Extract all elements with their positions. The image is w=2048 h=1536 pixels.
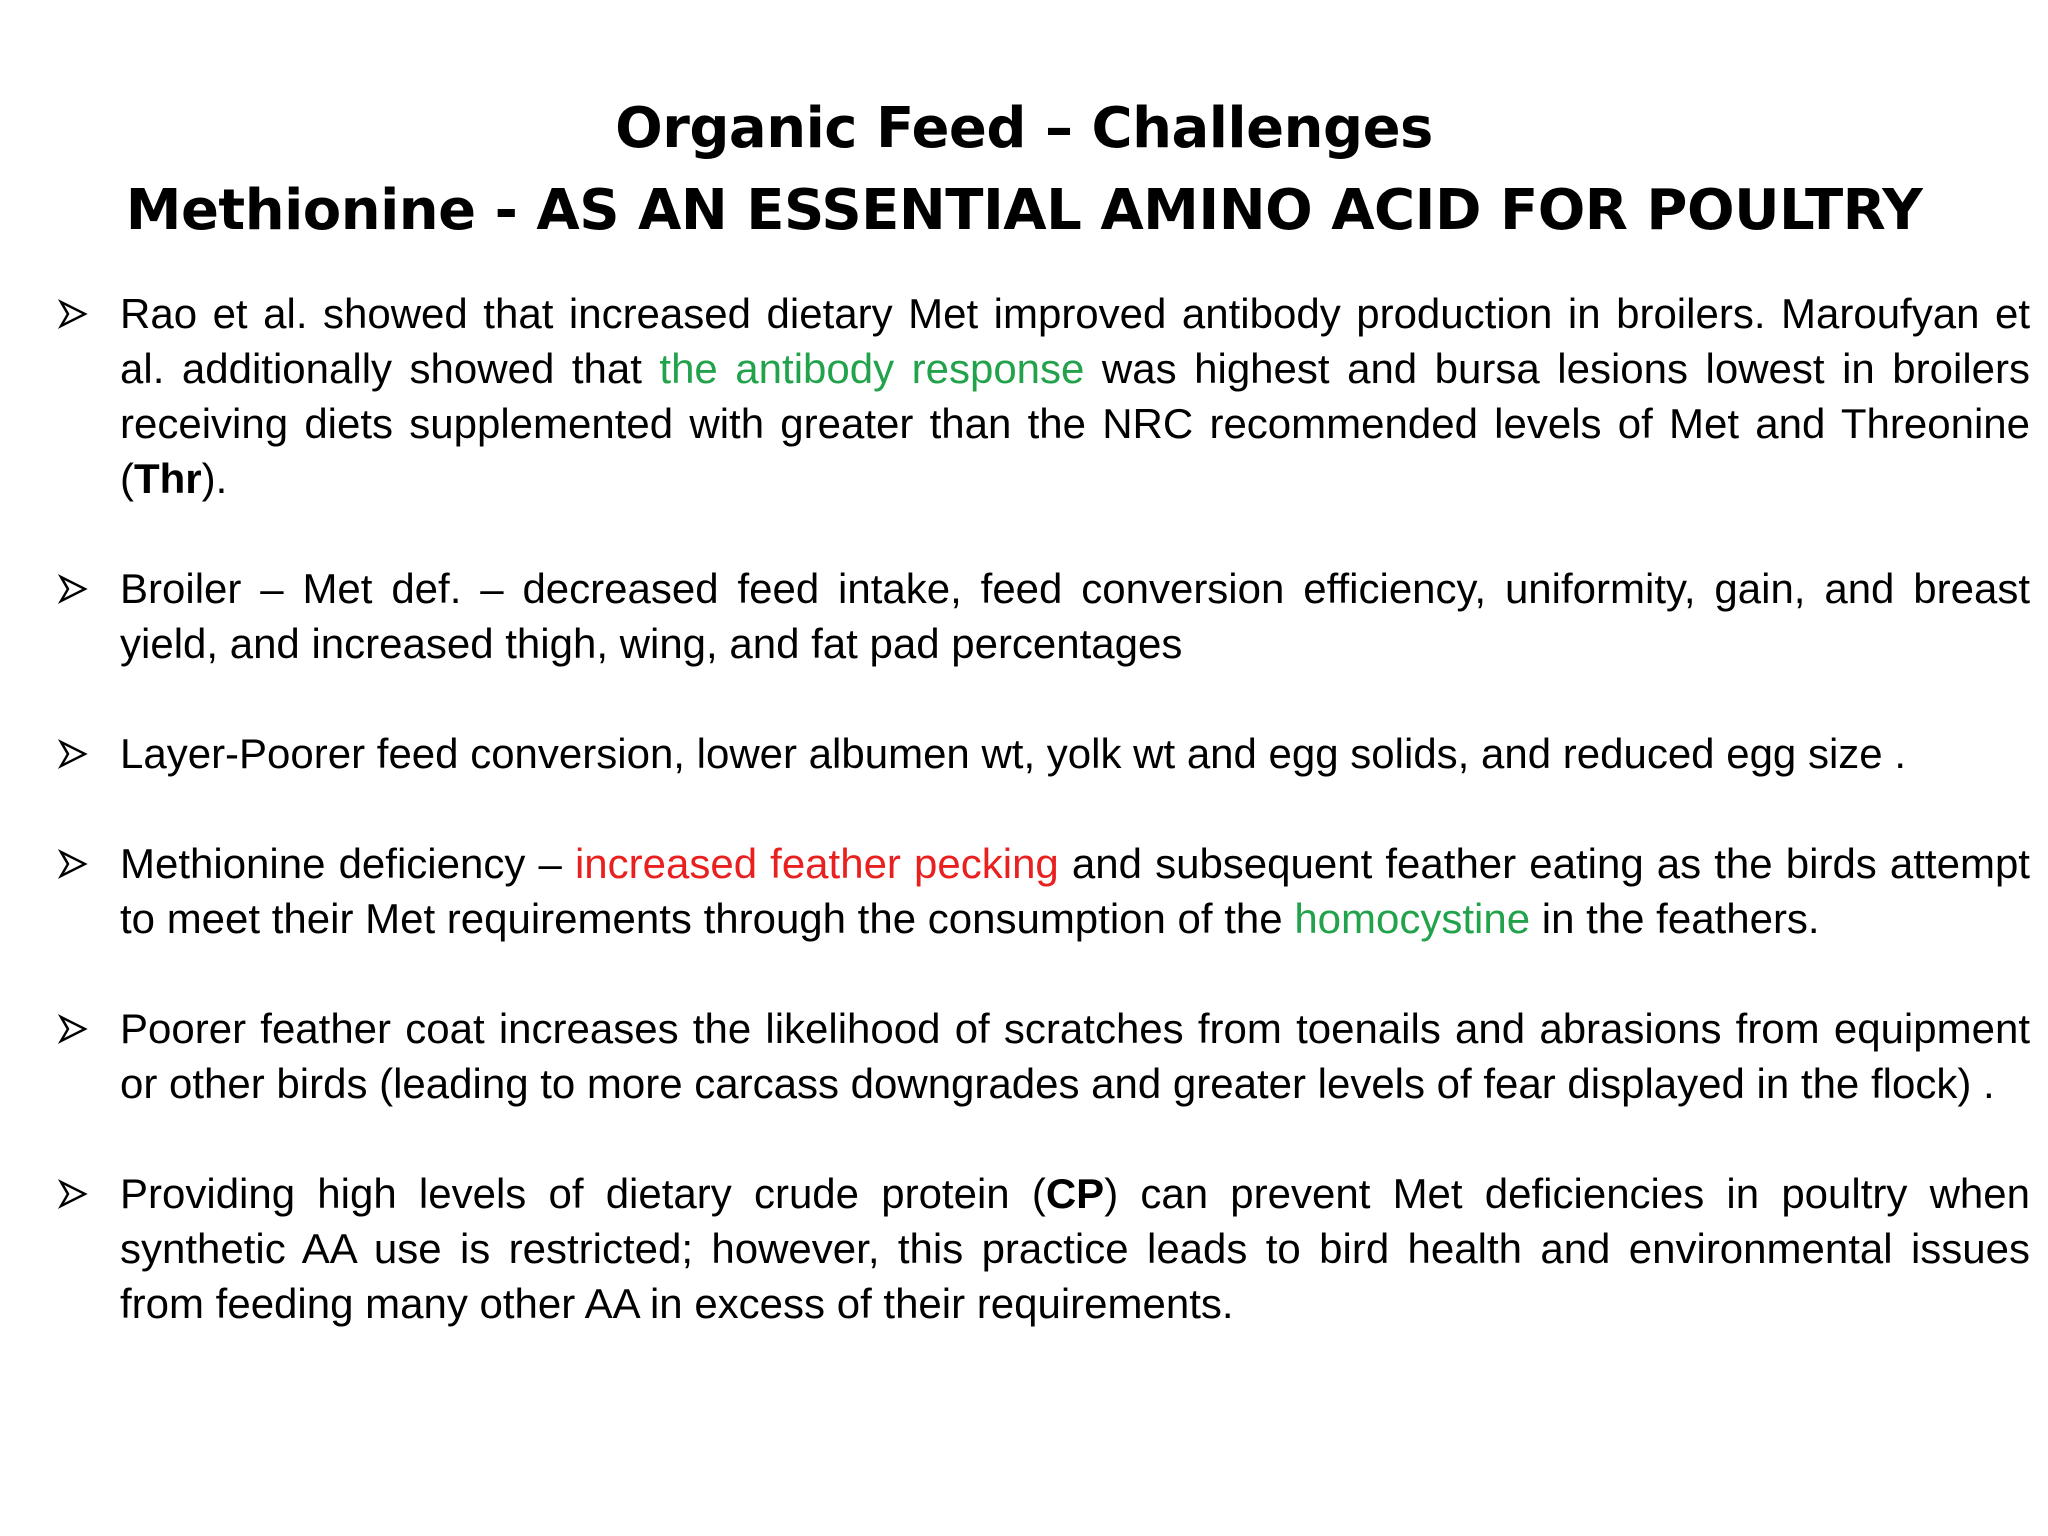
bullet-list bbox=[58, 286, 2030, 1331]
bullet-text: Methionine deficiency – bbox=[120, 840, 575, 887]
arrow-bullet-icon bbox=[58, 1014, 88, 1044]
title-line-1: Organic Feed – Challenges bbox=[615, 96, 1433, 161]
bullet-text: and subsequent feather eating as the birds attempt to meet their Met requirements through the consumption of the bbox=[120, 840, 2030, 942]
bullet-text: in the feathers. bbox=[1530, 895, 1820, 942]
bullet-item-layer bbox=[58, 726, 2030, 781]
arrow-bullet-icon bbox=[58, 574, 88, 604]
bullet-text: Rao et al. showed that increased dietary Met improved antibody production in broilers. Maroufyan et al. additionally showed that bbox=[120, 290, 2030, 392]
highlight-homocystine: homocystine bbox=[1294, 895, 1531, 942]
arrow-bullet-icon bbox=[58, 739, 88, 769]
highlight-feather-pecking: increased feather pecking bbox=[574, 840, 1059, 887]
bullet-text: Broiler – Met def. – decreased feed intake, feed conversion efficiency, uniformity, gain, and breast yield, and increased thigh, wing, and fat pad percentages bbox=[120, 565, 2030, 667]
bullet-text: ) can prevent Met deficiencies in poultry when synthetic AA use is restricted; however, this practice leads to bird health and environmental issues from feeding many other AA in excess of their requirements. bbox=[120, 1170, 2030, 1327]
arrow-bullet-icon bbox=[58, 849, 88, 879]
bold-thr: Thr bbox=[134, 455, 202, 502]
arrow-bullet-icon bbox=[58, 299, 88, 329]
bullet-item-crude-protein bbox=[58, 1166, 2030, 1331]
slide-title bbox=[0, 88, 2048, 252]
bullet-text: ). bbox=[201, 455, 228, 502]
arrow-bullet-icon bbox=[58, 1179, 88, 1209]
bullet-text: was highest and bursa lesions lowest in broilers receiving diets supplemented with greater than the NRC recommended levels of Met and Threonine ( bbox=[120, 345, 2031, 502]
highlight-antibody-response: the antibody response bbox=[659, 345, 1085, 392]
bullet-text: Providing high levels of dietary crude protein ( bbox=[120, 1170, 1046, 1217]
bullet-item-feather-coat bbox=[58, 1001, 2030, 1111]
title-line-2: Methionine - AS AN ESSENTIAL AMINO ACID FOR POULTRY bbox=[125, 178, 1923, 243]
bullet-text: Layer-Poorer feed conversion, lower albumen wt, yolk wt and egg solids, and reduced egg size . bbox=[120, 730, 1906, 777]
bullet-text: Poorer feather coat increases the likelihood of scratches from toenails and abrasions from equipment or other birds (leading to more carcass downgrades and greater levels of fear displayed in the flock) . bbox=[120, 1005, 2030, 1107]
bullet-item-antibody bbox=[58, 286, 2030, 506]
bullet-item-methionine-deficiency bbox=[58, 836, 2030, 946]
bullet-item-broiler bbox=[58, 561, 2030, 671]
bold-cp: CP bbox=[1045, 1170, 1105, 1217]
